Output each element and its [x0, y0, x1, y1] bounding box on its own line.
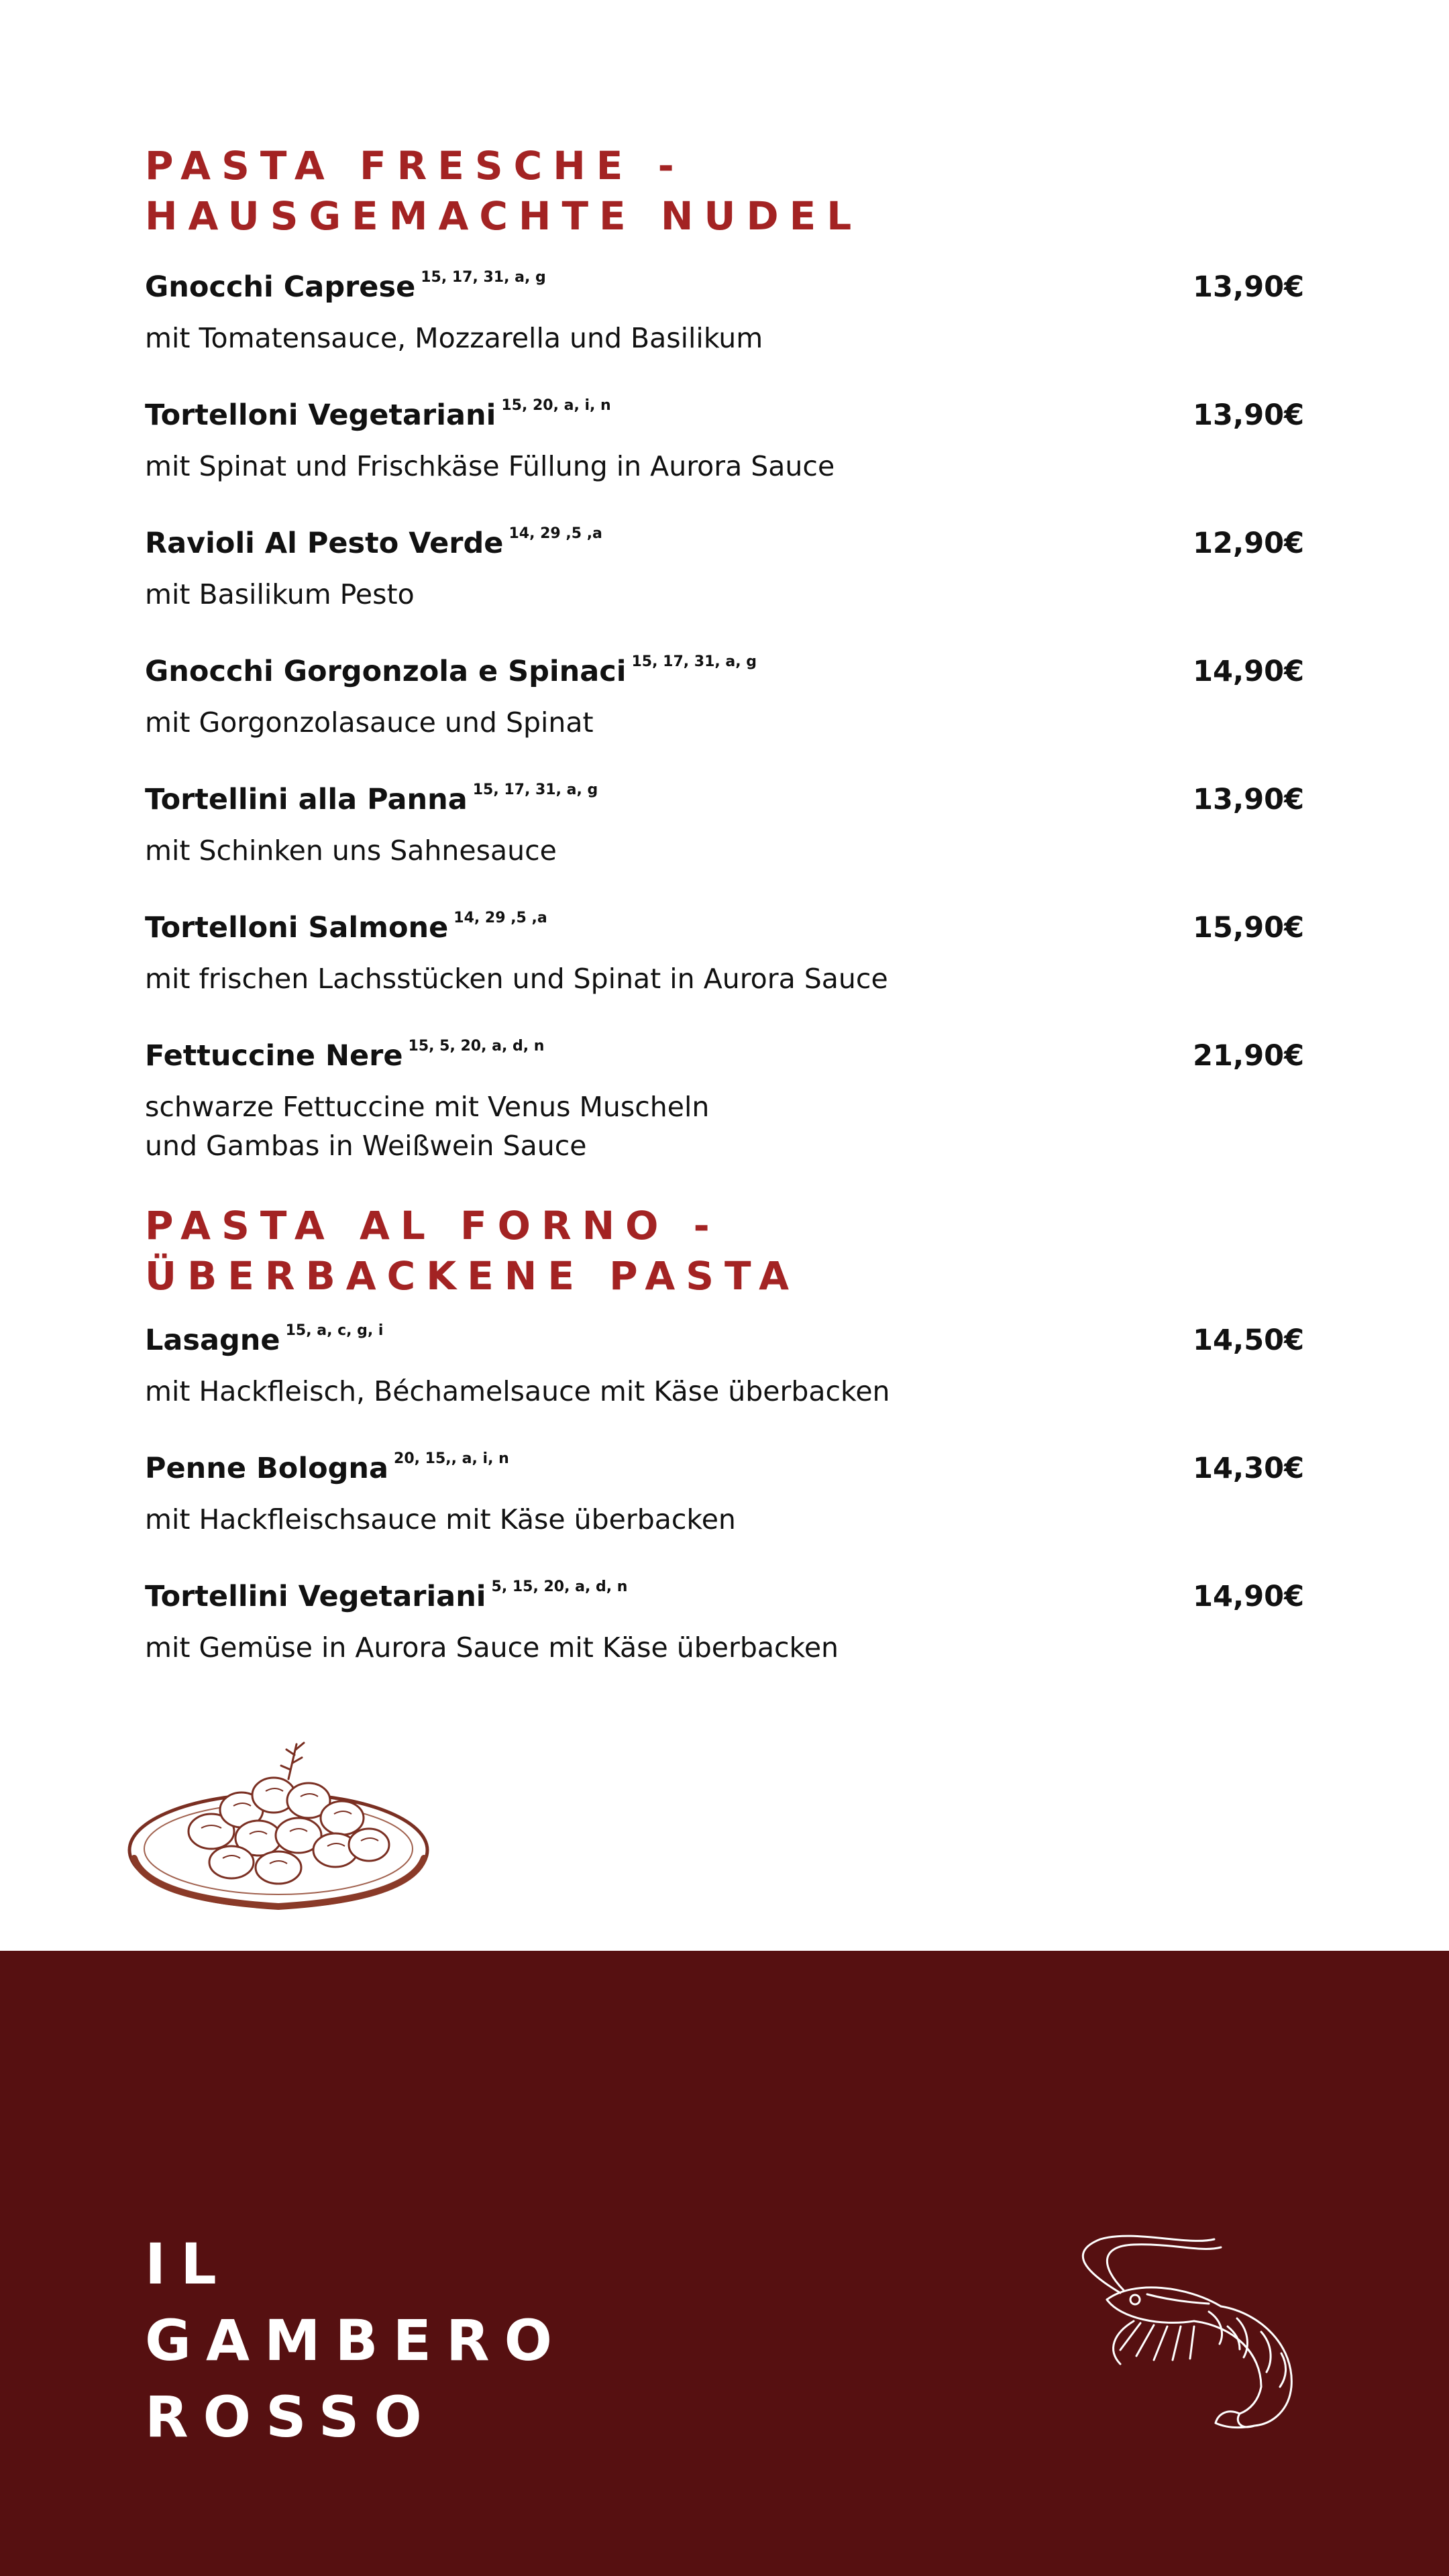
item-price: 15,90€ [1193, 911, 1304, 945]
allergen-codes: 20, 15,, a, i, n [394, 1450, 509, 1467]
item-name [145, 520, 602, 572]
item-price: 12,90€ [1193, 527, 1304, 560]
section-title-pasta-al-forno [145, 1201, 1285, 1301]
footer-banner [0, 1951, 1449, 2576]
item-price: 13,90€ [1193, 270, 1304, 304]
menu-item-tortellini-vegetariani [145, 1573, 1304, 1667]
brand-name [145, 2226, 567, 2455]
item-description: mit Spinat und Frischkäse Füllung in Aurora Sauce [145, 450, 835, 482]
section-title-line: PASTA FRESCHE - [145, 143, 685, 189]
allergen-codes: 14, 29 ,5 ,a [508, 525, 602, 542]
item-price: 13,90€ [1193, 398, 1304, 432]
item-price: 14,90€ [1193, 655, 1304, 688]
item-name [145, 904, 547, 957]
brand-line: IL [145, 2231, 231, 2297]
item-description: mit Hackfleischsauce mit Käse überbacken [145, 1503, 736, 1536]
item-price: 14,30€ [1193, 1452, 1304, 1485]
menu-item-fettuccine-nere [145, 1032, 1304, 1165]
allergen-codes: 14, 29 ,5 ,a [453, 910, 547, 926]
menu-item-tortellini-panna [145, 776, 1304, 870]
item-description: mit frischen Lachsstücken und Spinat in Aurora Sauce [145, 963, 888, 995]
section-title-pasta-fresche [145, 141, 1285, 241]
item-name [145, 264, 546, 316]
item-name-text: Tortelloni Vegetariani [145, 398, 496, 432]
menu-item-penne-bologna [145, 1445, 1304, 1539]
item-description: mit Schinken uns Sahnesauce [145, 835, 557, 867]
item-name [145, 1445, 509, 1497]
item-price: 14,90€ [1193, 1580, 1304, 1613]
item-description: mit Gemüse in Aurora Sauce mit Käse überbacken [145, 1631, 839, 1664]
item-price: 14,50€ [1193, 1324, 1304, 1357]
section-title-line: ÜBERBACKENE PASTA [145, 1253, 800, 1299]
section-title-line: PASTA AL FORNO - [145, 1203, 720, 1248]
item-price: 21,90€ [1193, 1039, 1304, 1073]
item-name [145, 1573, 627, 1625]
allergen-codes: 15, a, c, g, i [285, 1322, 384, 1339]
brand-line: GAMBERO [145, 2308, 568, 2373]
item-description: schwarze Fettuccine mit Venus Muscheln und Gambas in Weißwein Sauce [145, 1091, 710, 1162]
item-name-text: Gnocchi Gorgonzola e Spinaci [145, 655, 627, 688]
item-name [145, 1317, 383, 1369]
item-description: mit Tomatensauce, Mozzarella und Basilikum [145, 322, 763, 354]
brand-line: ROSSO [145, 2384, 437, 2450]
item-name [145, 392, 611, 444]
item-name-text: Tortelloni Salmone [145, 911, 449, 945]
item-name-text: Tortellini Vegetariani [145, 1580, 486, 1613]
menu-item-tortelloni-salmone [145, 904, 1304, 998]
gnocchi-plate-illustration [121, 1731, 436, 1912]
allergen-codes: 15, 17, 31, a, g [421, 269, 546, 286]
item-name [145, 1032, 544, 1085]
menu-item-ravioli-pesto [145, 520, 1304, 614]
menu-item-gnocchi-gorgonzola [145, 648, 1304, 742]
item-description: mit Gorgonzolasauce und Spinat [145, 706, 594, 739]
item-description: mit Hackfleisch, Béchamelsauce mit Käse überbacken [145, 1375, 890, 1407]
allergen-codes: 15, 17, 31, a, g [631, 653, 757, 670]
allergen-codes: 15, 5, 20, a, d, n [408, 1038, 545, 1055]
item-name-text: Fettuccine Nere [145, 1039, 403, 1073]
item-price: 13,90€ [1193, 783, 1304, 816]
menu-item-tortelloni-vegetariani [145, 392, 1304, 486]
menu-item-gnocchi-caprese [145, 264, 1304, 358]
item-name-text: Tortellini alla Panna [145, 783, 468, 816]
allergen-codes: 15, 20, a, i, n [501, 397, 611, 414]
section-title-line: HAUSGEMACHTE NUDEL [145, 193, 863, 239]
item-name-text: Lasagne [145, 1324, 280, 1357]
item-description: mit Basilikum Pesto [145, 578, 415, 610]
allergen-codes: 15, 17, 31, a, g [472, 782, 598, 798]
item-name [145, 776, 598, 828]
item-name [145, 648, 757, 700]
item-name-text: Gnocchi Caprese [145, 270, 416, 304]
shrimp-illustration [1060, 2233, 1315, 2434]
item-name-text: Ravioli Al Pesto Verde [145, 527, 504, 560]
item-name-text: Penne Bologna [145, 1452, 389, 1485]
menu-item-lasagne [145, 1317, 1304, 1411]
allergen-codes: 5, 15, 20, a, d, n [491, 1578, 628, 1595]
